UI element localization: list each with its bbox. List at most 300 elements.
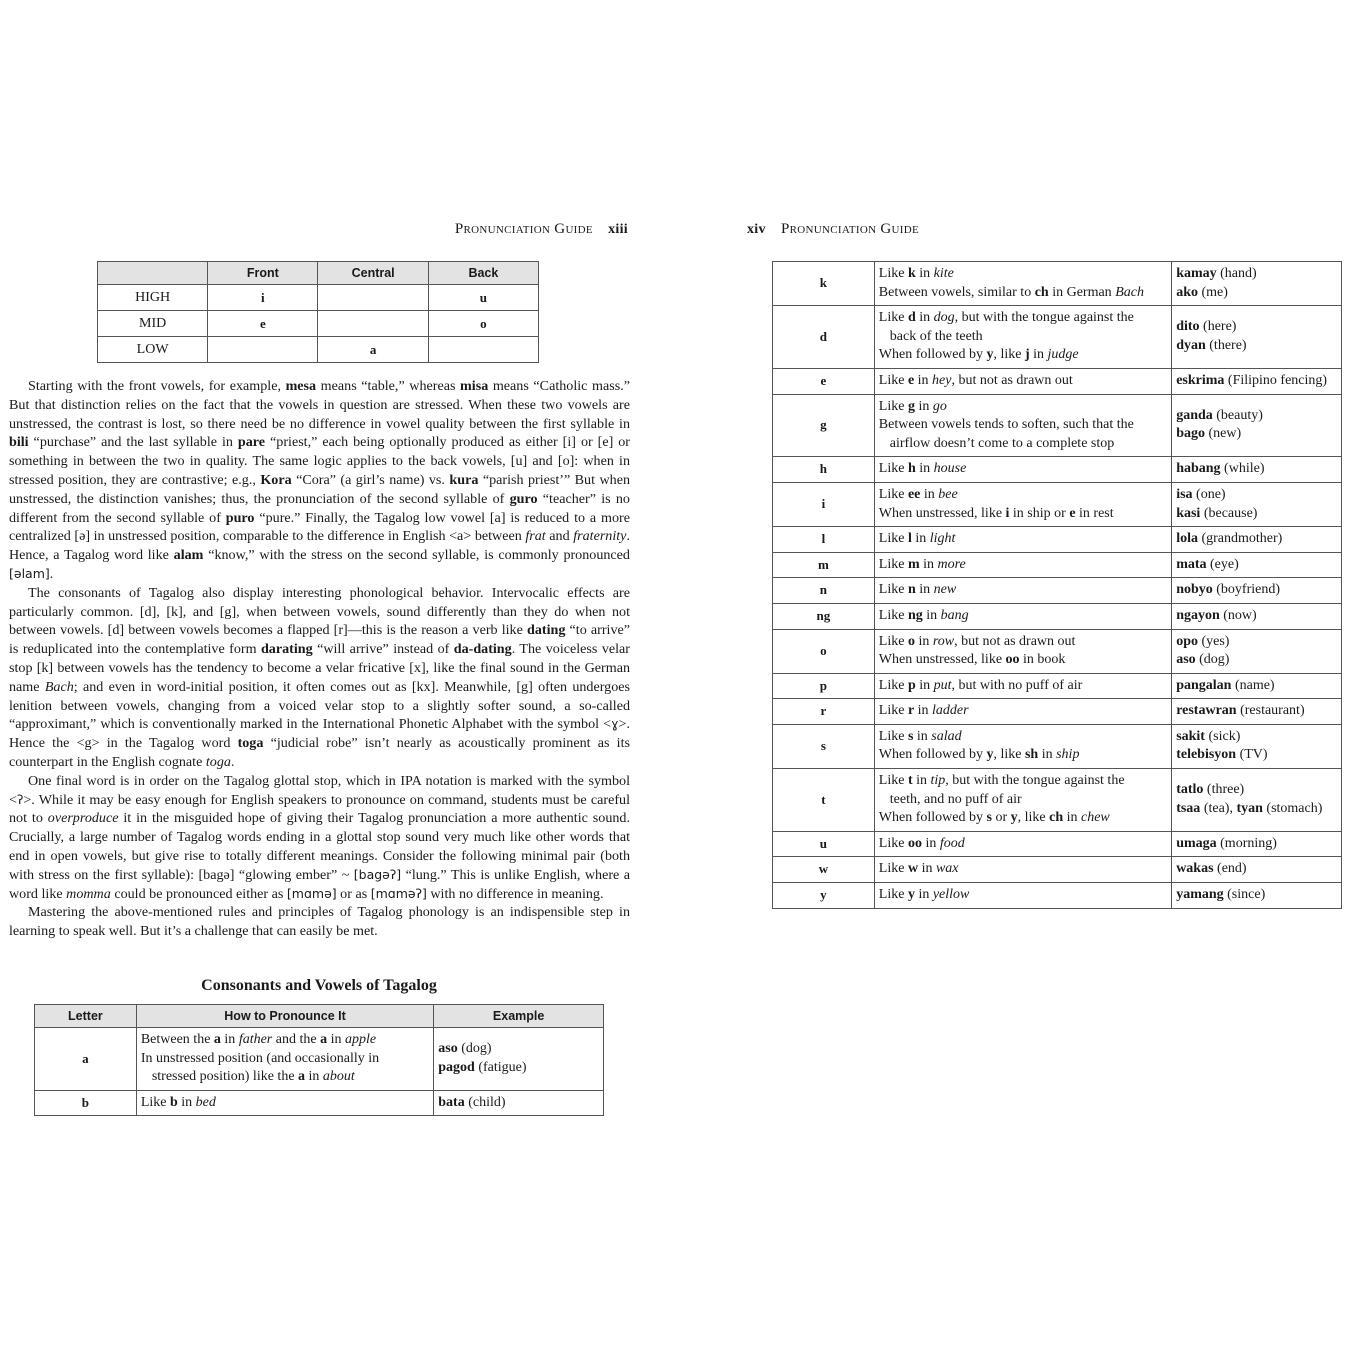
pronunciation-cell — [874, 527, 1171, 553]
text-run: (yes) — [1197, 633, 1230, 649]
pronunciation-cell — [874, 457, 1171, 483]
bold-term: dating — [527, 622, 566, 639]
text-run: in — [914, 398, 933, 414]
bold-term: r — [907, 703, 915, 719]
text-run: in — [915, 461, 934, 477]
example-line — [1176, 460, 1337, 479]
pronunciation-line — [141, 1094, 429, 1113]
bold-term: bago — [1176, 426, 1205, 442]
example-line — [1176, 781, 1337, 800]
bold-term: e — [907, 372, 915, 388]
text-run: (because) — [1200, 505, 1258, 521]
pronunciation-cell — [874, 368, 1171, 394]
letter-cell: b — [35, 1090, 137, 1116]
ipa-transcription: [mɑmə] — [286, 885, 337, 901]
italic-term: judge — [1047, 347, 1079, 363]
vowel-row-label: LOW — [98, 337, 208, 363]
vowel-cell: u — [428, 285, 538, 311]
vowel-header-cell — [98, 262, 208, 285]
text-run: (boyfriend) — [1212, 582, 1281, 598]
italic-term: father — [238, 1032, 273, 1047]
paragraph — [9, 377, 630, 584]
bold-term: l — [907, 531, 912, 547]
italic-term: chew — [1081, 810, 1110, 826]
text-run: (new) — [1204, 426, 1242, 442]
pronunciation-line — [879, 556, 1167, 575]
pronunciation-line — [879, 372, 1167, 391]
bold-term: oo — [1005, 652, 1020, 668]
text-run: One final word is in order on the Tagalog glottal stop, which in IPA notation is marked with the symbol < — [9, 772, 630, 808]
bold-term: o — [907, 633, 915, 649]
example-cell — [434, 1090, 604, 1116]
text-run: in — [913, 728, 932, 744]
pronunciation-line — [879, 328, 1167, 347]
text-run: (end) — [1213, 861, 1247, 877]
vowel-row-label: HIGH — [98, 285, 208, 311]
bold-term: eskrima — [1176, 372, 1225, 388]
letter-cell: g — [773, 394, 875, 457]
example-line — [1176, 728, 1337, 747]
bold-term: bata — [438, 1094, 465, 1110]
letter-cell: k — [773, 262, 875, 306]
example-line — [1176, 265, 1337, 284]
pronunciation-cell — [874, 883, 1171, 909]
example-cell — [1172, 857, 1342, 883]
text-run: in book — [1019, 652, 1066, 668]
text-run: in — [918, 861, 936, 877]
table-row — [773, 699, 1342, 725]
table-row — [98, 285, 539, 311]
example-cell — [1172, 603, 1342, 629]
pronunciation-cell — [874, 578, 1171, 604]
example-cell — [1172, 629, 1342, 673]
italic-term: house — [933, 461, 967, 477]
letter-cell: m — [773, 552, 875, 578]
bold-term: t — [907, 773, 913, 789]
bold-term: puro — [225, 509, 255, 526]
text-run: (name) — [1231, 677, 1275, 693]
text-run: ; and even in word-initial position, it often comes out as [kx]. Meanwhile, [g] often undergoes lenition between vowels, changing from a voiced velar stop to a slightly softer sound, a so-called “approximant,” which is conventionally marked in the International Phonetic Alphabet with the symbol < — [9, 678, 630, 733]
text-run: , but with the tongue against the — [945, 773, 1125, 789]
example-cell — [1172, 527, 1342, 553]
text-run: with no difference in meaning. — [426, 885, 604, 902]
text-run: (morning) — [1216, 835, 1277, 851]
example-line — [1176, 651, 1337, 670]
letter-cell: l — [773, 527, 875, 553]
text-run: . — [49, 565, 54, 582]
table-row — [773, 831, 1342, 857]
bold-term: pare — [237, 434, 266, 451]
header-example: Example — [434, 1005, 604, 1028]
text-run: >. While it may be easy enough for English speakers to pronounce on command, students must be careful not to — [9, 791, 630, 827]
vowel-cell: o — [428, 311, 538, 337]
example-cell — [1172, 578, 1342, 604]
text-run: Like — [878, 398, 908, 414]
text-run: “teacher” is no different from the second syllable of — [9, 490, 630, 526]
text-run: Like — [878, 633, 908, 649]
pronunciation-cell — [874, 857, 1171, 883]
text-run: could be pronounced either as — [110, 885, 287, 902]
example-cell — [1172, 673, 1342, 699]
bold-term: dyan — [1176, 338, 1206, 354]
text-run: in German — [1048, 284, 1116, 300]
pronunciation-line — [879, 772, 1167, 791]
text-run: in — [915, 266, 934, 281]
text-run: Like — [878, 677, 908, 693]
text-run: (here) — [1199, 319, 1237, 335]
italic-term: tip — [930, 773, 946, 789]
bold-term: m — [907, 556, 920, 572]
text-run: stressed position) like the — [151, 1069, 299, 1085]
text-run: When followed by — [878, 810, 987, 826]
vowel-cell — [428, 337, 538, 363]
text-run: , like — [1017, 810, 1050, 826]
example-cell — [1172, 883, 1342, 909]
example-line — [438, 1040, 599, 1059]
letter-cell: d — [773, 306, 875, 369]
table-row — [773, 552, 1342, 578]
letter-cell: a — [35, 1028, 137, 1091]
pronunciation-line — [879, 435, 1167, 454]
table-row — [35, 1090, 604, 1116]
pronunciation-line — [879, 416, 1167, 435]
pronunciation-line — [879, 284, 1167, 303]
text-run: When followed by — [878, 747, 987, 763]
example-cell — [1172, 724, 1342, 768]
running-head-title: Pronunciation Guide — [454, 221, 593, 237]
example-cell — [1172, 368, 1342, 394]
section-title: Consonants and Vowels of Tagalog — [201, 977, 437, 994]
bold-term: a — [298, 1069, 306, 1085]
italic-term: light — [929, 531, 956, 547]
text-run: teeth, and no puff of air — [889, 791, 1022, 807]
text-run: in — [914, 887, 933, 903]
bold-term: y — [986, 747, 994, 763]
example-line — [1176, 746, 1337, 765]
italic-term: apple — [344, 1032, 377, 1047]
letter-cell: r — [773, 699, 875, 725]
text-run: in — [911, 531, 930, 547]
table-row — [773, 603, 1342, 629]
text-run: (three) — [1203, 782, 1245, 798]
text-run: in — [327, 1032, 345, 1047]
letter-cell: i — [773, 482, 875, 526]
text-run: in — [915, 310, 934, 326]
bold-term: nobyo — [1176, 582, 1213, 598]
text-run: , but with no puff of air — [951, 677, 1083, 693]
example-cell — [434, 1028, 604, 1091]
italic-term: frat — [525, 528, 546, 545]
bold-term: j — [1024, 347, 1030, 363]
text-run: “priest,” each being optionally produced as either [i] or [e] or something in between the two in quality. The same logic applies to the back vowels, [u] and [o]: when in stressed position, they are contrastive; e.g., — [9, 434, 631, 488]
text-run: The consonants of Tagalog also display interesting phonological behavior. Intervocalic effects are particularly common. [d], [k], and [g], when between vowels, sound differently than they do when not between vowels. [d] between vowels becomes a flapped [r]—this is the reason a verb like — [9, 584, 630, 639]
text-run: Like — [878, 556, 908, 572]
table-row — [773, 629, 1342, 673]
example-line — [1176, 318, 1337, 337]
bold-term: lola — [1176, 531, 1198, 547]
table-row — [98, 311, 539, 337]
body-text — [9, 377, 630, 941]
vowel-cell — [318, 311, 428, 337]
vowel-cell — [208, 337, 318, 363]
example-cell — [1172, 306, 1342, 369]
table-row — [773, 368, 1342, 394]
italic-term: dog — [933, 310, 955, 326]
bold-term: umaga — [1176, 835, 1217, 851]
text-run: in — [915, 677, 934, 693]
text-run: in — [920, 486, 939, 502]
pronunciation-line — [879, 265, 1167, 284]
ipa-transcription: [əlam] — [9, 565, 50, 581]
letter-cell: n — [773, 578, 875, 604]
pronunciation-line — [879, 728, 1167, 747]
pronunciation-cell — [874, 769, 1171, 832]
pronunciation-line — [879, 651, 1167, 670]
bold-term: sh — [1024, 747, 1039, 763]
text-run: (Filipino fencing) — [1224, 372, 1328, 388]
text-run: “lung.” This is unlike English, where a word like — [9, 866, 630, 902]
bold-term: ch — [1049, 810, 1064, 826]
text-run: in — [1038, 747, 1057, 763]
text-run: In unstressed position (and occasionally in — [140, 1050, 380, 1066]
text-run: Like — [878, 310, 908, 326]
italic-term: salad — [931, 728, 962, 744]
ipa-transcription: ɣ — [611, 716, 619, 732]
consonant-table-right — [772, 261, 1342, 909]
pronunciation-cell — [136, 1028, 433, 1091]
italic-term: hey — [932, 372, 952, 388]
text-run: Between the — [140, 1032, 214, 1047]
example-line — [1176, 581, 1337, 600]
table-row — [773, 394, 1342, 457]
letter-cell: w — [773, 857, 875, 883]
bold-term: ee — [907, 486, 921, 502]
vowel-cell: a — [318, 337, 428, 363]
text-run: , like — [993, 747, 1025, 763]
letter-cell: o — [773, 629, 875, 673]
table-row — [773, 724, 1342, 768]
text-run: means “Catholic mass.” But that distinction relies on the fact that the vowels in question are stressed. When these two vowels are unstressed, the contrast is lost, so there need be no difference in vowel quality between the first syllable in — [9, 378, 630, 432]
text-run: >. Hence the <g> in the Tagalog word — [9, 716, 630, 752]
text-run: “parish priest’” But when unstressed, the distinction vanishes; thus, the pronunciation of the second syllable of — [9, 471, 630, 507]
italic-term: kite — [933, 266, 954, 281]
pronunciation-line — [879, 607, 1167, 626]
bold-term: restawran — [1176, 703, 1237, 719]
text-run: Like — [878, 728, 908, 744]
letter-cell: p — [773, 673, 875, 699]
vowel-cell: e — [208, 311, 318, 337]
text-run: (child) — [464, 1094, 506, 1110]
ipa-transcription: ʔ — [16, 791, 24, 807]
pronunciation-cell — [874, 482, 1171, 526]
letter-cell: y — [773, 883, 875, 909]
text-run: in — [914, 372, 933, 388]
table-row — [773, 482, 1342, 526]
text-run: in — [1029, 347, 1048, 363]
text-run: Like — [878, 461, 908, 477]
pronunciation-line — [879, 309, 1167, 328]
bold-term: ako — [1176, 284, 1198, 300]
text-run: Between vowels tends to soften, such that the — [878, 417, 1134, 433]
italic-term: put — [933, 677, 952, 693]
example-line — [1176, 677, 1337, 696]
example-line — [1176, 886, 1337, 905]
bold-term: aso — [1176, 652, 1196, 668]
table-row — [773, 857, 1342, 883]
text-run: in — [220, 1032, 239, 1047]
bold-term: bili — [9, 434, 29, 451]
text-run: in rest — [1075, 505, 1114, 521]
text-run: (sick) — [1204, 728, 1241, 744]
pronunciation-line — [879, 460, 1167, 479]
bold-term: sakit — [1176, 728, 1205, 744]
vowel-row-label: MID — [98, 311, 208, 337]
example-line — [1176, 835, 1337, 854]
text-run: (while) — [1220, 461, 1265, 477]
text-run: means “table,” whereas — [316, 378, 461, 394]
italic-term: bang — [940, 607, 969, 623]
text-run: Like — [878, 703, 908, 719]
text-run: (one) — [1192, 486, 1226, 502]
text-run: . The voiceless velar stop [k] between vowels has the tendency to become a velar fricative [x], like the final sound in the German name — [9, 641, 630, 695]
bold-term: aso — [438, 1041, 458, 1057]
left-page — [0, 0, 672, 1345]
italic-term: Bach — [44, 678, 74, 695]
text-run: (grandmother) — [1197, 531, 1283, 547]
pronunciation-line — [141, 1050, 429, 1069]
bold-term: y — [907, 887, 915, 903]
bold-term: guro — [509, 490, 538, 507]
example-cell — [1172, 699, 1342, 725]
text-run: “judicial robe” isn’t nearly as acoustically prominent as its counterpart in the English cognate — [9, 735, 630, 770]
bold-term: pangalan — [1176, 677, 1232, 693]
text-run: Starting with the front vowels, for example, — [28, 378, 286, 394]
consonant-table-left — [34, 1004, 604, 1116]
italic-term: fraternity — [573, 528, 627, 545]
text-run: in — [177, 1094, 196, 1110]
example-line — [1176, 505, 1337, 524]
header-letter: Letter — [35, 1005, 137, 1028]
text-run: Like — [878, 861, 908, 877]
vowel-cell: i — [208, 285, 318, 311]
text-run: (dog) — [1195, 652, 1230, 668]
text-run: and — [545, 528, 574, 545]
text-run: When unstressed, like — [878, 652, 1006, 668]
bold-term: s — [907, 728, 914, 744]
running-head-right — [747, 221, 919, 238]
pronunciation-line — [879, 530, 1167, 549]
example-line — [1176, 633, 1337, 652]
pronunciation-cell — [874, 306, 1171, 369]
example-cell — [1172, 769, 1342, 832]
text-run: in — [1063, 810, 1081, 826]
italic-term: about — [322, 1069, 355, 1085]
example-line — [438, 1059, 599, 1078]
pronunciation-line — [879, 505, 1167, 524]
letter-cell: h — [773, 457, 875, 483]
pronunciation-cell — [874, 831, 1171, 857]
text-run: in — [921, 835, 940, 851]
vowel-table-header — [98, 262, 539, 285]
example-cell — [1172, 831, 1342, 857]
italic-term: ladder — [932, 703, 969, 719]
bold-term: d — [907, 310, 916, 326]
bold-term: dito — [1176, 319, 1200, 335]
bold-term: y — [986, 347, 994, 363]
bold-term: tyan — [1236, 800, 1263, 816]
example-line — [1176, 425, 1337, 444]
example-line — [1176, 486, 1337, 505]
bold-term: oo — [907, 835, 922, 851]
text-run: (tea), — [1200, 800, 1237, 816]
italic-term: more — [937, 556, 966, 572]
text-run: “purchase” and the last syllable in — [28, 434, 238, 451]
letter-cell: t — [773, 769, 875, 832]
text-run: (me) — [1197, 284, 1228, 300]
table-row — [773, 769, 1342, 832]
text-run: Like — [878, 607, 908, 623]
pronunciation-cell — [874, 394, 1171, 457]
bold-term: alam — [173, 547, 204, 564]
pronunciation-cell — [874, 603, 1171, 629]
text-run: When unstressed, like — [878, 505, 1006, 521]
text-run: in — [914, 633, 933, 649]
example-line — [1176, 702, 1337, 721]
bold-term: i — [1005, 505, 1010, 521]
example-line — [1176, 337, 1337, 356]
text-run: or as — [336, 885, 371, 902]
example-line — [1176, 407, 1337, 426]
bold-term: ngayon — [1176, 607, 1220, 623]
pronunciation-line — [879, 677, 1167, 696]
italic-term: food — [939, 835, 965, 851]
pronunciation-line — [879, 346, 1167, 365]
bold-term: telebisyon — [1176, 747, 1237, 763]
text-run: Like — [878, 582, 908, 598]
text-run: in — [914, 703, 933, 719]
page-number: xiv — [747, 222, 766, 237]
pronunciation-line — [879, 581, 1167, 600]
pronunciation-line — [879, 746, 1167, 765]
italic-term: overproduce — [47, 810, 119, 827]
vowel-cell — [318, 285, 428, 311]
pronunciation-line — [141, 1068, 429, 1087]
text-run: (restaurant) — [1236, 703, 1305, 719]
bold-term: h — [907, 461, 916, 477]
letter-cell: u — [773, 831, 875, 857]
text-run: (now) — [1219, 607, 1257, 623]
bold-term: a — [213, 1032, 221, 1047]
example-cell — [1172, 394, 1342, 457]
bold-term: e — [1069, 505, 1076, 521]
pronunciation-cell — [874, 629, 1171, 673]
bold-term: isa — [1176, 486, 1193, 502]
text-run: Like — [878, 887, 908, 903]
example-cell — [1172, 482, 1342, 526]
header-how: How to Pronounce It — [136, 1005, 433, 1028]
letter-cell: ng — [773, 603, 875, 629]
table-row — [773, 457, 1342, 483]
pronunciation-line — [879, 633, 1167, 652]
table-row — [773, 262, 1342, 306]
text-run: (TV) — [1236, 747, 1268, 763]
text-run: in — [919, 556, 938, 572]
text-run: and the — [272, 1032, 321, 1047]
pronunciation-cell — [874, 673, 1171, 699]
right-page — [672, 0, 1345, 1345]
pronunciation-line — [879, 860, 1167, 879]
vowel-table — [97, 261, 539, 363]
